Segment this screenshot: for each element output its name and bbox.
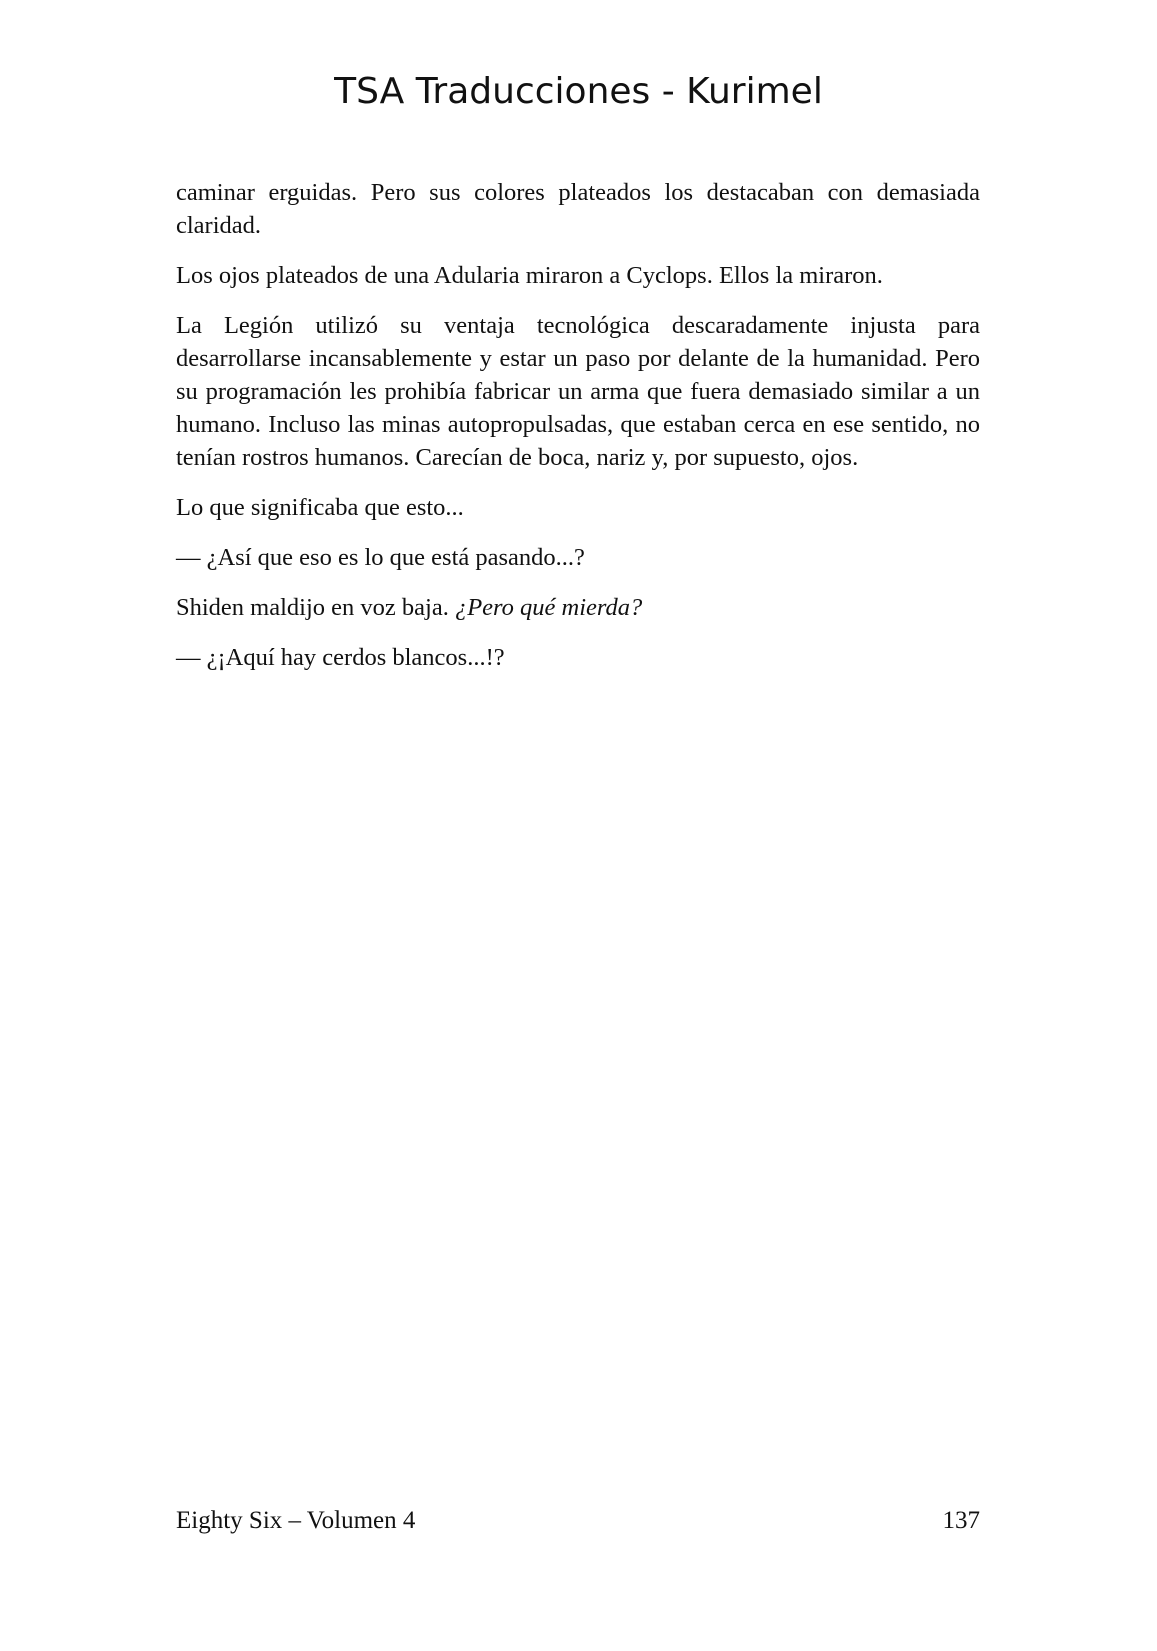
body-text: [176, 176, 980, 691]
dialogue-line: — ¿¡Aquí hay cerdos blancos...!?: [176, 644, 505, 671]
dialogue-line: — ¿Así que eso es lo que está pasando...?: [176, 544, 585, 571]
paragraph: Los ojos plateados de una Adularia miraron a Cyclops. Ellos la miraron.: [176, 262, 883, 289]
page-number: 137: [942, 1507, 980, 1534]
paragraph: caminar erguidas. Pero sus colores plateados los destacaban con demasiada claridad.: [176, 179, 980, 239]
narration-text: Shiden maldijo en voz baja.: [176, 594, 455, 621]
page-header-title: TSA Traducciones - Kurimel: [334, 71, 823, 112]
paragraph-mixed: [176, 591, 980, 624]
footer-book-title: Eighty Six – Volumen 4: [176, 1507, 416, 1534]
italic-thought: ¿Pero qué mierda?: [454, 594, 643, 621]
paragraph: La Legión utilizó su ventaja tecnológica descaradamente injusta para desarrollarse incansablemente y estar un paso por delante de la humanidad. Pero su programación les prohibía fabricar un arma que fuera demasiado similar a un humano. Incluso las minas autopropulsadas, que estaban cerca en ese sentido, no tenían rostros humanos. Carecían de boca, nariz y, por supuesto, ojos.: [176, 312, 980, 471]
paragraph: Lo que significaba que esto...: [176, 494, 464, 521]
